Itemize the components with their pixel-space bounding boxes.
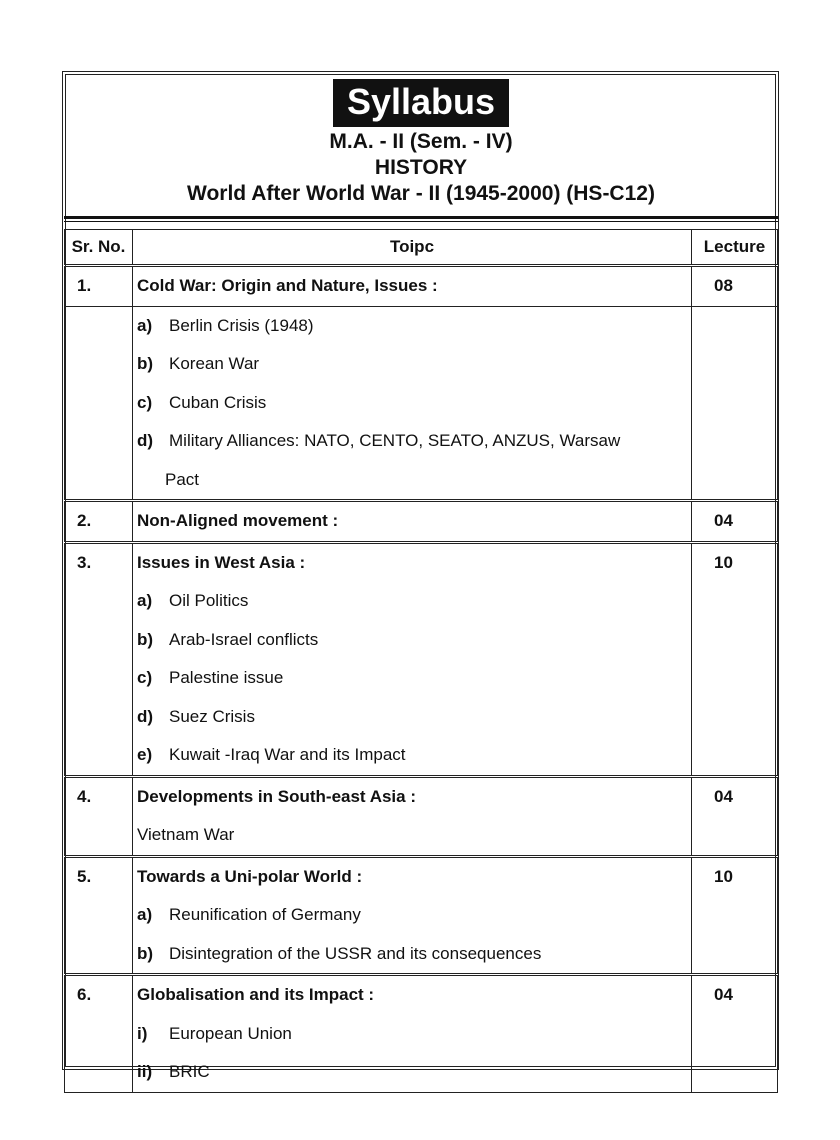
paper-title: World After World War - II (1945-2000) (HS-C12) [187, 182, 655, 205]
item-marker: c) [137, 668, 153, 687]
item-text: Oil Politics [169, 591, 249, 610]
list-item [133, 659, 691, 698]
sr-no: 3. [77, 552, 92, 572]
table-header-row [65, 230, 778, 266]
item-marker: ii) [137, 1062, 153, 1081]
lecture-count: 04 [714, 985, 733, 1004]
topic-cell [133, 975, 692, 1093]
list-item [133, 698, 691, 737]
item-marker: a) [137, 591, 153, 610]
topic-cell [133, 542, 692, 776]
item-text: Military Alliances: NATO, CENTO, SEATO, ANZUS, Warsaw [169, 431, 621, 450]
sr-no-cell [65, 856, 133, 975]
item-marker: a) [137, 315, 153, 335]
list-item [133, 935, 691, 974]
item-marker: c) [137, 392, 153, 412]
item-marker: d) [137, 431, 154, 450]
list-item [133, 1053, 691, 1092]
sr-no: 5. [77, 866, 92, 886]
item-marker: a) [137, 905, 153, 924]
section-title: Issues in West Asia : [137, 552, 306, 572]
section-title: Non-Aligned movement : [137, 511, 339, 530]
item-text: BRIC [169, 1062, 210, 1081]
sr-no-cell [65, 501, 133, 543]
list-item [133, 736, 691, 775]
header-rule-thick [64, 216, 778, 219]
sr-no: 1. [77, 276, 92, 295]
syllabus-table [64, 229, 778, 1093]
list-item [133, 307, 691, 346]
list-item [133, 896, 691, 935]
syllabus-badge: Syllabus [333, 79, 509, 127]
table-row [65, 776, 778, 856]
course-level: M.A. - II (Sem. - IV) [329, 130, 513, 153]
table-row [65, 975, 778, 1093]
lecture-cell [692, 266, 778, 307]
section-title: Globalisation and its Impact : [137, 985, 375, 1004]
sr-no: 6. [77, 985, 92, 1004]
item-text: Cuban Crisis [169, 392, 267, 412]
item-text: Korean War [169, 354, 260, 373]
sr-no-cell [65, 776, 133, 856]
item-text: Palestine issue [169, 668, 284, 687]
item-marker: i) [137, 1023, 148, 1043]
list-item [133, 621, 691, 660]
lecture-count: 10 [714, 866, 733, 886]
topic-cell [133, 856, 692, 975]
syllabus-header [66, 74, 776, 214]
table-row [65, 306, 778, 501]
topic-cell [133, 306, 692, 501]
topic-cell [133, 266, 692, 307]
item-text: Vietnam War [137, 825, 235, 844]
lecture-cell [692, 776, 778, 856]
item-text: Suez Crisis [169, 706, 255, 726]
item-text: Kuwait -Iraq War and its Impact [169, 745, 406, 764]
lecture-cell [692, 542, 778, 776]
table-row [65, 542, 778, 776]
item-text: Disintegration of the USSR and its consequences [169, 943, 542, 963]
list-item [133, 582, 691, 621]
list-item-continuation: Pact [165, 469, 200, 489]
sr-no: 2. [77, 511, 92, 530]
subject-title: HISTORY [374, 156, 468, 179]
col-header-sr-no: Sr. No. [65, 230, 133, 266]
list-item [133, 816, 691, 855]
table-row [65, 501, 778, 543]
lecture-count: 10 [714, 552, 733, 572]
table-row [65, 856, 778, 975]
sr-no-cell [65, 542, 133, 776]
item-marker: b) [137, 354, 154, 373]
topic-cell [133, 501, 692, 543]
lecture-cell [692, 856, 778, 975]
col-header-lecture: Lecture [692, 230, 778, 266]
list-item [133, 422, 691, 461]
lecture-cell [692, 306, 778, 501]
item-marker: e) [137, 745, 153, 764]
lecture-count: 04 [714, 511, 733, 530]
item-text: Reunification of Germany [169, 905, 361, 924]
item-marker: d) [137, 706, 154, 726]
sr-no-cell [65, 306, 133, 501]
col-header-topic: Toipc [133, 230, 692, 266]
header-rule-thin [64, 221, 778, 222]
item-text: Berlin Crisis (1948) [169, 315, 314, 335]
sr-no-cell [65, 975, 133, 1093]
table-body [65, 266, 778, 1093]
list-item [133, 345, 691, 384]
lecture-count: 08 [714, 276, 733, 295]
table-row [65, 266, 778, 307]
section-title: Developments in South-east Asia : [137, 786, 416, 806]
item-text: European Union [169, 1023, 292, 1043]
lecture-count: 04 [714, 786, 733, 806]
item-text: Arab-Israel conflicts [169, 629, 319, 649]
sr-no: 4. [77, 786, 92, 806]
list-item [133, 1015, 691, 1054]
section-title: Towards a Uni-polar World : [137, 866, 363, 886]
item-marker: b) [137, 943, 154, 963]
lecture-cell [692, 501, 778, 543]
list-item [133, 384, 691, 423]
sr-no-cell [65, 266, 133, 307]
item-marker: b) [137, 629, 154, 649]
lecture-cell [692, 975, 778, 1093]
topic-cell [133, 776, 692, 856]
section-title: Cold War: Origin and Nature, Issues : [137, 276, 438, 295]
